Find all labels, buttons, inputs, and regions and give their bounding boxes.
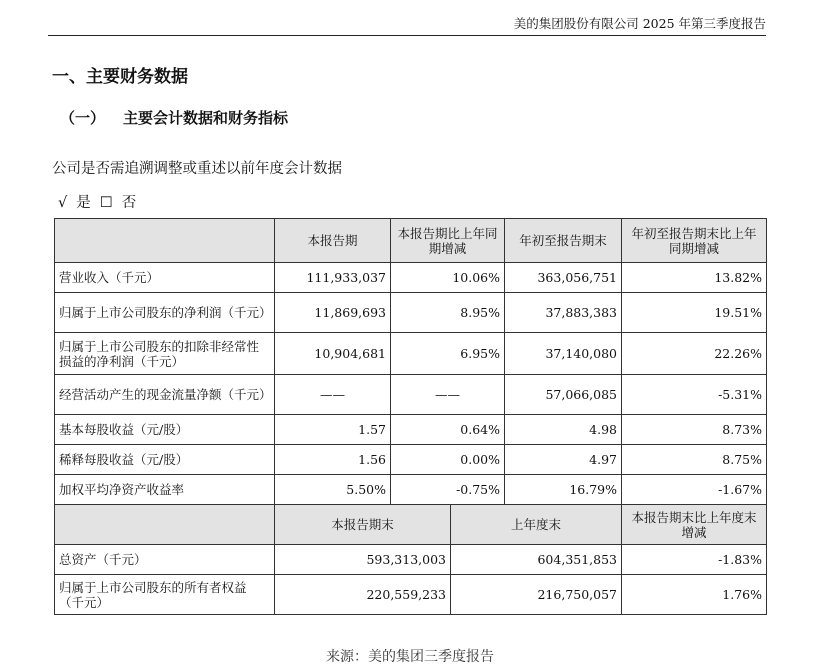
table-cell: ——: [275, 375, 391, 415]
table-cell: 8.73%: [622, 415, 767, 445]
row-label: 加权平均净资产收益率: [55, 475, 275, 505]
table-cell: 11,869,693: [275, 293, 391, 333]
table-row: [55, 475, 767, 505]
table2-header-row: [55, 505, 767, 545]
table-cell: 10.06%: [391, 263, 505, 293]
row-label: 经营活动产生的现金流量净额（千元）: [55, 375, 275, 415]
table-row: [55, 415, 767, 445]
no-option-label: 否: [121, 195, 138, 211]
table-cell: 363,056,751: [505, 263, 622, 293]
row-label: 归属于上市公司股东的所有者权益（千元）: [55, 575, 275, 615]
table1-corner-cell: [55, 219, 275, 263]
table-cell: 8.75%: [622, 445, 767, 475]
column-header: 上年度末: [451, 505, 622, 545]
table-cell: 37,883,383: [505, 293, 622, 333]
row-label: 归属于上市公司股东的扣除非经常性损益的净利润（千元）: [55, 333, 275, 375]
table1-header-row: [55, 219, 767, 263]
table2-corner-cell: [55, 505, 275, 545]
table-row: [55, 575, 767, 615]
table-row: [55, 545, 767, 575]
subsection-number: （一）: [60, 109, 106, 127]
table-cell: -5.31%: [622, 375, 767, 415]
source-caption: 来源：美的集团三季度报告: [326, 649, 494, 665]
page-header: [48, 10, 766, 36]
table-cell: 8.95%: [391, 293, 505, 333]
column-header: 年初至报告期末: [505, 219, 622, 263]
yes-check-mark: √: [58, 195, 69, 211]
table-cell: 1.76%: [622, 575, 767, 615]
financial-data-table: [54, 218, 767, 615]
table-cell: 1.56: [275, 445, 391, 475]
section-title: 一、主要财务数据: [52, 67, 188, 87]
table-cell: 604,351,853: [451, 545, 622, 575]
report-header-title: 美的集团股份有限公司 2025 年第三季度报告: [513, 16, 766, 31]
table-row: [55, 293, 767, 333]
table-cell: -1.67%: [622, 475, 767, 505]
yes-option-label: 是: [76, 195, 92, 211]
table-cell: 0.64%: [391, 415, 505, 445]
table-cell: 216,750,057: [451, 575, 622, 615]
table-cell: 16.79%: [505, 475, 622, 505]
table-cell: 13.82%: [622, 263, 767, 293]
row-label: 营业收入（千元）: [55, 263, 275, 293]
restatement-answer: [58, 191, 145, 212]
table-cell: 4.97: [505, 445, 622, 475]
table-row: [55, 263, 767, 293]
subsection-title: [60, 107, 288, 128]
table-cell: 220,559,233: [275, 575, 451, 615]
column-header: 本报告期: [275, 219, 391, 263]
table-cell: -0.75%: [391, 475, 505, 505]
table-cell: ——: [391, 375, 505, 415]
row-label: 总资产（千元）: [55, 545, 275, 575]
column-header: 本报告期末比上年度末增减: [622, 505, 767, 545]
table-row: [55, 333, 767, 375]
table-cell: 19.51%: [622, 293, 767, 333]
table-cell: -1.83%: [622, 545, 767, 575]
column-header: 本报告期比上年同期增减: [391, 219, 505, 263]
table-cell: 5.50%: [275, 475, 391, 505]
row-label: 归属于上市公司股东的净利润（千元）: [55, 293, 275, 333]
table-row: [55, 375, 767, 415]
row-label: 稀释每股收益（元/股）: [55, 445, 275, 475]
column-header: 年初至报告期末比上年同期增减: [622, 219, 767, 263]
table-cell: 10,904,681: [275, 333, 391, 375]
table-cell: 57,066,085: [505, 375, 622, 415]
table-cell: 6.95%: [391, 333, 505, 375]
table-cell: 111,933,037: [275, 263, 391, 293]
table-cell: 1.57: [275, 415, 391, 445]
restatement-question: 公司是否需追溯调整或重述以前年度会计数据: [52, 161, 342, 177]
table-cell: 4.98: [505, 415, 622, 445]
table-cell: 0.00%: [391, 445, 505, 475]
column-header: 本报告期末: [275, 505, 451, 545]
table-cell: 22.26%: [622, 333, 767, 375]
table-row: [55, 445, 767, 475]
no-checkbox-icon: ☐: [99, 195, 114, 211]
table-cell: 593,313,003: [275, 545, 451, 575]
subsection-label: 主要会计数据和财务指标: [123, 109, 289, 127]
row-label: 基本每股收益（元/股）: [55, 415, 275, 445]
table-cell: 37,140,080: [505, 333, 622, 375]
